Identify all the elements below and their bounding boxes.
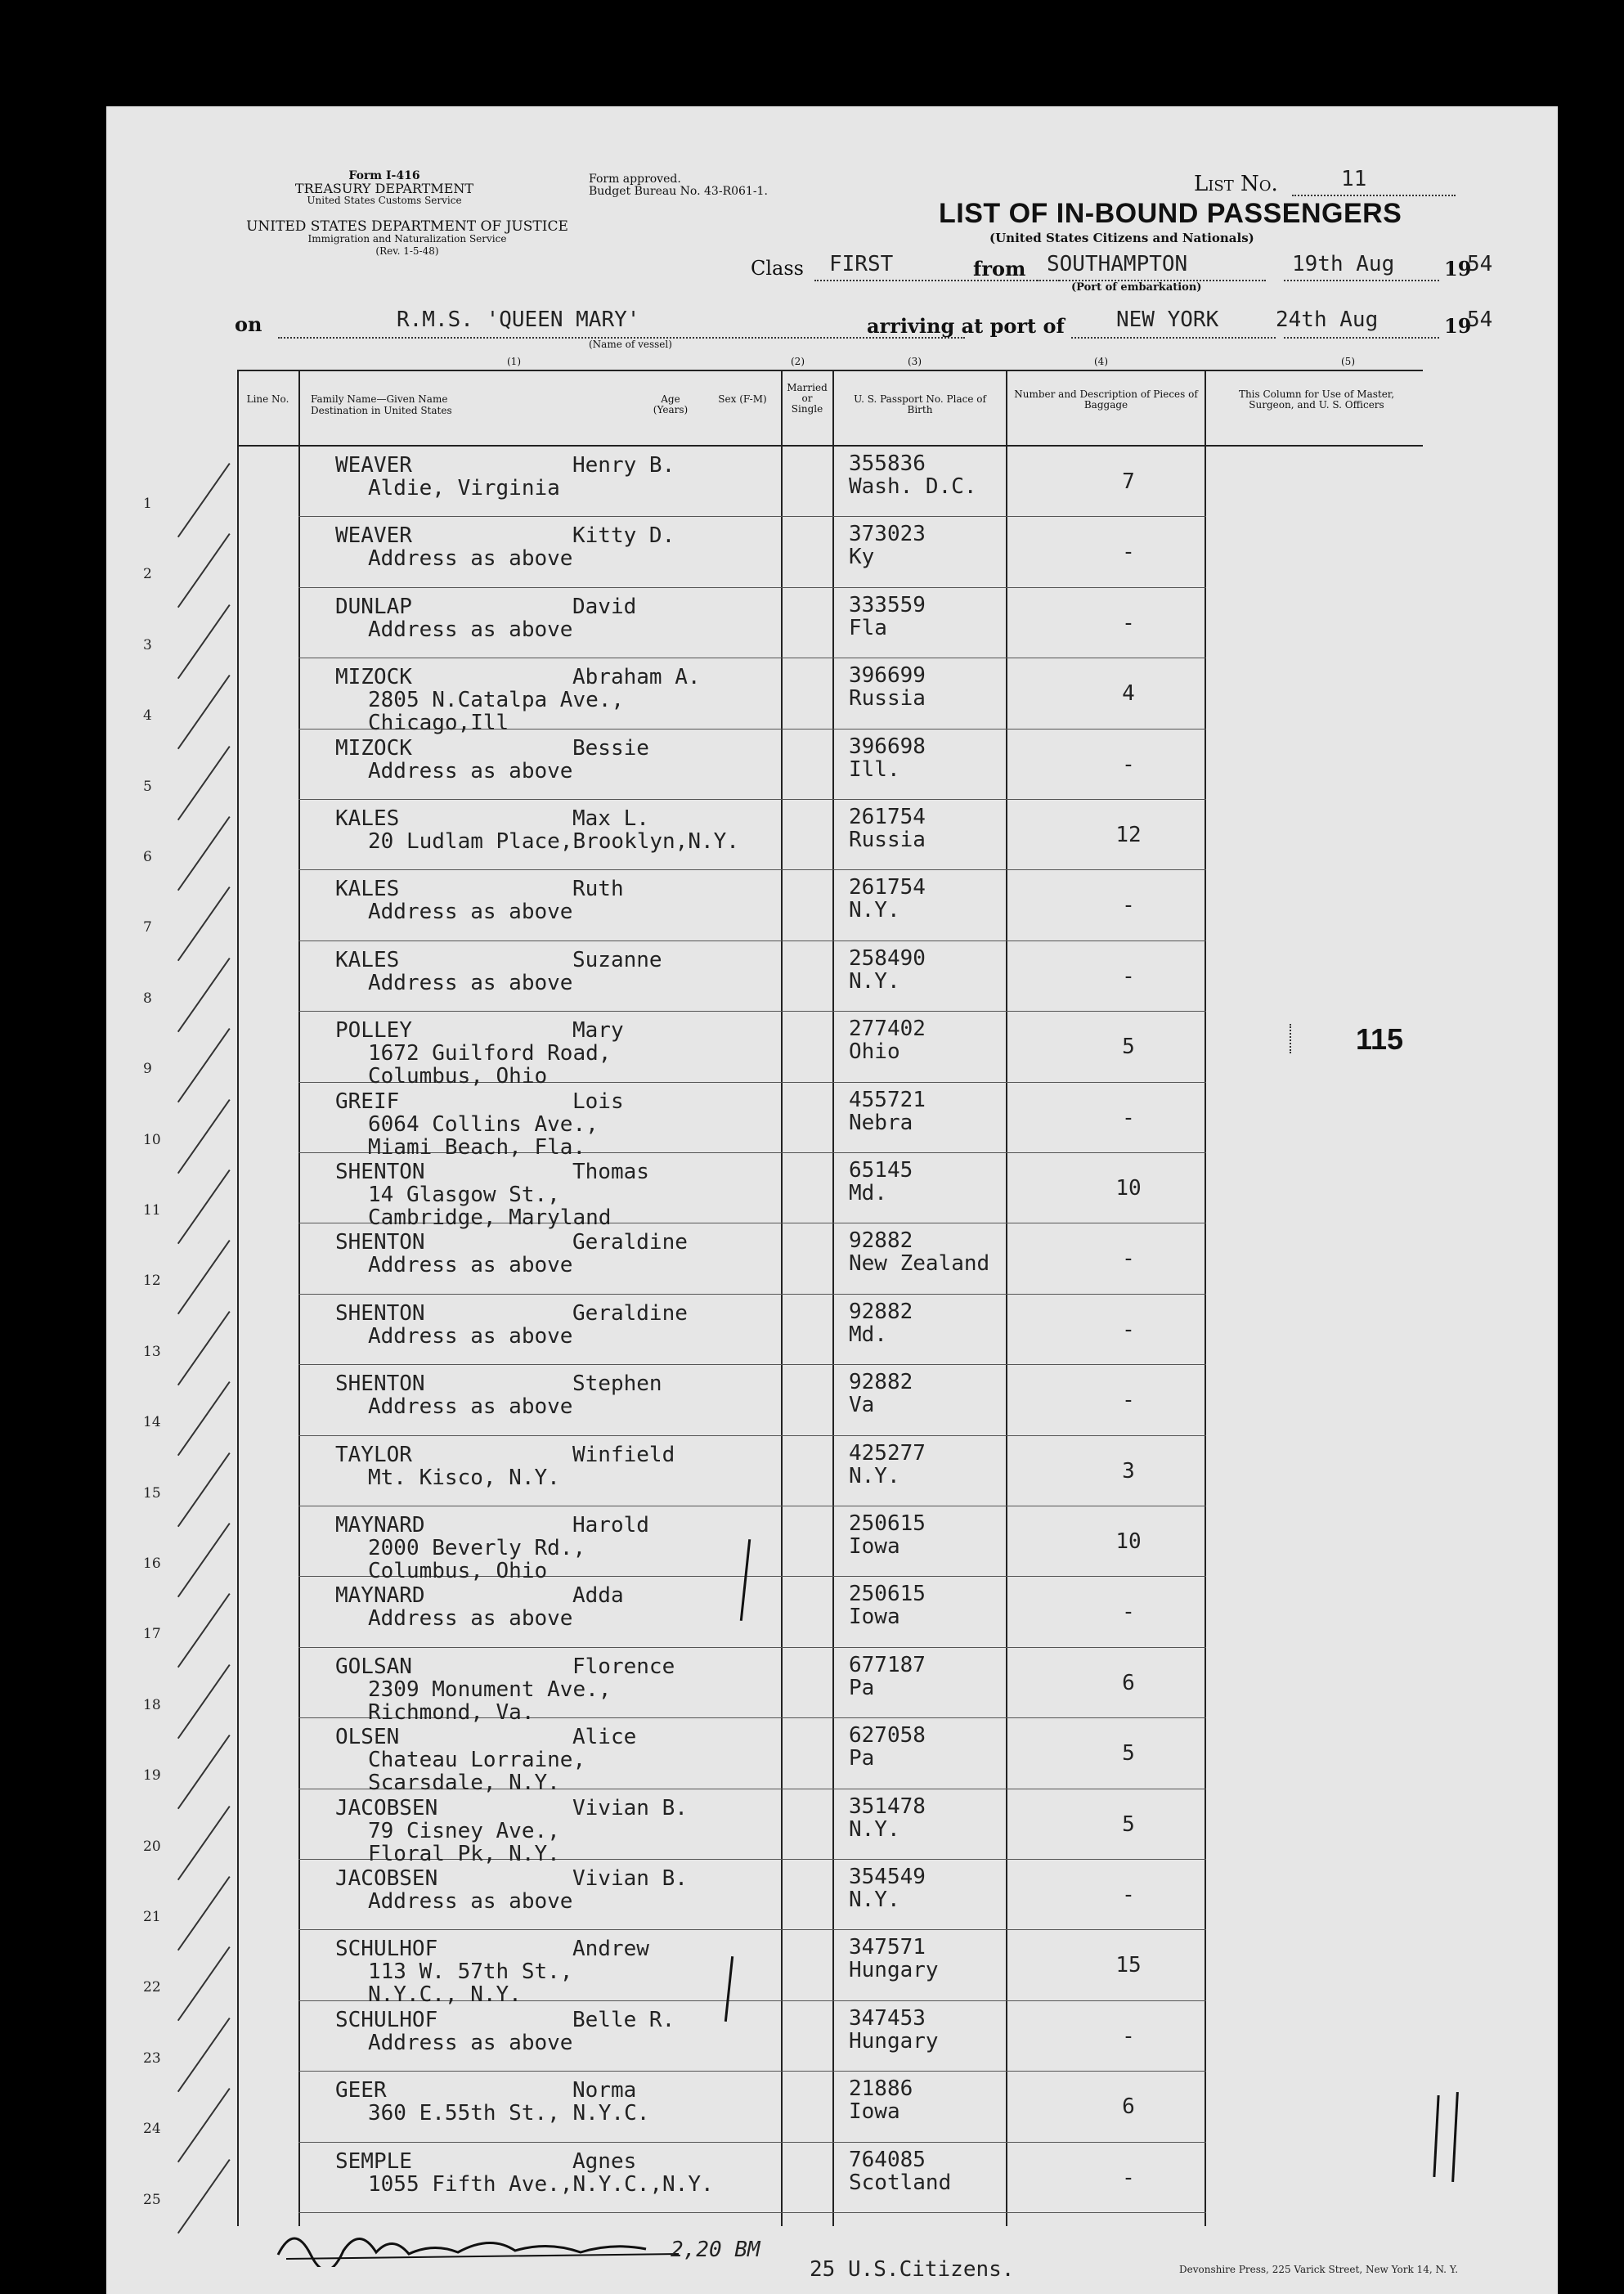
passport-number: 677187 — [849, 1652, 926, 1677]
departure-year-prefix: 19 — [1444, 257, 1472, 281]
given-name: Andrew — [572, 1937, 649, 1962]
budget-bureau: Budget Bureau No. 43-R061-1. — [589, 185, 768, 198]
vessel-note: (Name of vessel) — [589, 339, 672, 350]
destination-line-2: Cambridge, Maryland — [368, 1205, 612, 1230]
line-number: 18 — [143, 1696, 161, 1713]
destination-line-1: Address as above — [368, 900, 573, 925]
col-number: (1) — [507, 356, 521, 367]
place-of-birth: Fla — [849, 615, 887, 640]
destination-line-1: 20 Ludlam Place,Brooklyn,N.Y. — [368, 829, 739, 854]
line-number: 15 — [143, 1484, 161, 1502]
passport-number: 65145 — [849, 1158, 913, 1183]
line-number: 21 — [143, 1909, 161, 1925]
passport-number: 354549 — [849, 1865, 926, 1889]
line-number: 22 — [143, 1979, 161, 1996]
place-of-birth: Pa — [849, 1675, 875, 1700]
given-name: David — [572, 594, 637, 619]
col-header-officers: This Column for Use of Master, Surgeon, and U. S. Officers — [1238, 388, 1395, 411]
given-name: Max L. — [572, 806, 649, 831]
destination-line-1: Address as above — [368, 1253, 573, 1278]
baggage-count: 5 — [1122, 1811, 1135, 1837]
table-top-border — [237, 370, 1423, 371]
annotation-bracket — [1290, 1024, 1293, 1053]
destination-line-1: 1672 Guilford Road, — [368, 1041, 612, 1066]
table-row — [106, 2001, 1558, 2072]
table-row — [106, 941, 1558, 1012]
family-name: SHENTON — [335, 1230, 425, 1255]
place-of-birth: Scotland — [849, 2170, 952, 2195]
vessel-name: R.M.S. 'QUEEN MARY' — [397, 308, 640, 332]
table-row — [106, 1860, 1558, 1930]
given-name: Agnes — [572, 2148, 637, 2174]
class-value: FIRST — [829, 252, 894, 276]
given-name: Norma — [572, 2078, 637, 2103]
passport-number: 425277 — [849, 1440, 926, 1466]
manifest-page — [106, 106, 1558, 2294]
given-name: Kitty D. — [572, 523, 675, 549]
family-name: MAYNARD — [335, 1583, 425, 1609]
destination-line-1: Address as above — [368, 1323, 573, 1349]
passport-number: 627058 — [849, 1723, 926, 1749]
place-of-birth: Russia — [849, 828, 926, 852]
page-subtitle: (United States Citizens and Nationals) — [989, 231, 1254, 245]
page-title: LIST OF IN-BOUND PASSENGERS — [939, 198, 1402, 229]
place-of-birth: Ill. — [849, 756, 900, 782]
destination-line-1: Address as above — [368, 1889, 573, 1914]
destination-line-1: Address as above — [368, 546, 573, 572]
form-number: Form I-416 — [348, 169, 420, 182]
destination-line-2: Columbus, Ohio — [368, 1064, 548, 1089]
line-number: 2 — [143, 566, 152, 583]
place-of-birth: Iowa — [849, 2099, 900, 2125]
destination-line-1: 360 E.55th St., N.Y.C. — [368, 2101, 650, 2126]
table-row — [106, 1295, 1558, 1365]
line-number: 24 — [143, 2121, 161, 2138]
passport-number: 355836 — [849, 451, 926, 476]
from-label: from — [973, 257, 1026, 281]
form-approved: Form approved. — [589, 173, 681, 186]
baggage-count: - — [1122, 1600, 1135, 1625]
place-of-birth: N.Y. — [849, 968, 900, 994]
baggage-count: - — [1122, 610, 1135, 635]
table-row — [106, 1718, 1558, 1796]
line-number: 8 — [143, 990, 152, 1007]
place-of-birth: Va — [849, 1393, 875, 1418]
given-name: Vivian B. — [572, 1795, 688, 1820]
family-name: TAYLOR — [335, 1442, 412, 1467]
destination-line-1: Address as above — [368, 617, 573, 642]
place-of-birth: Hungary — [849, 2028, 939, 2054]
passport-number: 347453 — [849, 2005, 926, 2031]
line-number: 10 — [143, 1131, 161, 1148]
passport-number: 21886 — [849, 2076, 913, 2102]
passport-number: 92882 — [849, 1299, 913, 1324]
table-row — [106, 2072, 1558, 2142]
on-label: on — [235, 312, 262, 336]
arrival-port: NEW YORK — [1116, 308, 1219, 332]
table-row — [106, 588, 1558, 658]
given-name: Vivian B. — [572, 1866, 688, 1891]
table-row — [106, 1930, 1558, 2008]
destination-line-2: Chicago,Ill — [368, 711, 509, 736]
place-of-birth: Nebra — [849, 1110, 913, 1135]
given-name: Belle R. — [572, 2007, 675, 2032]
baggage-count: 10 — [1115, 1176, 1142, 1201]
immigration-service: Immigration and Naturalization Service — [307, 233, 507, 245]
table-row — [106, 1365, 1558, 1435]
place-of-birth: Iowa — [849, 1534, 900, 1559]
given-name: Lois — [572, 1089, 624, 1114]
place-of-birth: Ohio — [849, 1039, 900, 1065]
col-header-destination: Destination in United States — [311, 405, 452, 416]
destination-line-2: Miami Beach, Fla. — [368, 1134, 586, 1160]
passport-number: 250615 — [849, 1582, 926, 1607]
justice-block — [236, 218, 579, 258]
line-number: 5 — [143, 778, 152, 795]
printer-imprint: Devonshire Press, 225 Varick Street, New York 14, N. Y. — [1179, 2264, 1459, 2275]
line-number: 19 — [143, 1767, 161, 1784]
baggage-count: 7 — [1122, 469, 1135, 494]
table-row — [106, 447, 1558, 517]
baggage-count: 5 — [1122, 1741, 1135, 1767]
baggage-count: 5 — [1122, 1035, 1135, 1060]
family-name: WEAVER — [335, 523, 412, 549]
line-number: 4 — [143, 707, 152, 725]
col-header-line-no: Line No. — [246, 393, 289, 405]
place-of-birth: Md. — [849, 1181, 887, 1205]
passport-number: 764085 — [849, 2147, 926, 2172]
destination-line-1: 2000 Beverly Rd., — [368, 1536, 586, 1560]
given-name: Ruth — [572, 877, 624, 902]
total-citizens: 25 U.S.Citizens. — [810, 2257, 1015, 2282]
baggage-count: - — [1122, 2023, 1135, 2049]
departure-date: 19th Aug — [1292, 252, 1395, 276]
passport-number: 92882 — [849, 1370, 913, 1395]
baggage-count: - — [1122, 963, 1135, 989]
form-id-block — [237, 170, 532, 207]
family-name: DUNLAP — [335, 594, 412, 619]
baggage-count: 10 — [1115, 1529, 1142, 1554]
given-name: Bessie — [572, 735, 649, 761]
justice-dept: UNITED STATES DEPARTMENT OF JUSTICE — [246, 218, 568, 235]
col-header-age: Age (Years) — [653, 393, 689, 415]
given-name: Abraham A. — [572, 665, 701, 690]
family-name: SEMPLE — [335, 2148, 412, 2174]
col-header-married: Married or Single — [787, 382, 828, 415]
destination-line-1: 113 W. 57th St., — [368, 1960, 573, 1985]
family-name: KALES — [335, 877, 400, 902]
check-mark — [177, 2159, 231, 2233]
passport-number: 258490 — [849, 945, 926, 971]
place-of-birth: Pa — [849, 1746, 875, 1771]
col-header-baggage: Number and Description of Pieces of Baggage — [1014, 388, 1198, 411]
departure-year: 54 — [1467, 252, 1493, 276]
destination-line-1: 2805 N.Catalpa Ave., — [368, 688, 625, 713]
list-number-line — [1292, 195, 1456, 196]
col-header-passport: U. S. Passport No. Place of Birth — [854, 393, 986, 415]
family-name: SHENTON — [335, 1371, 425, 1397]
destination-line-1: 1055 Fifth Ave.,N.Y.C.,N.Y. — [368, 2171, 714, 2197]
given-name: Florence — [572, 1654, 675, 1679]
table-row — [106, 517, 1558, 587]
place-of-birth: N.Y. — [849, 898, 900, 923]
baggage-count: 3 — [1122, 1458, 1135, 1484]
col-number: (5) — [1341, 356, 1355, 367]
baggage-count: - — [1122, 1105, 1135, 1130]
list-number-value: 11 — [1341, 167, 1367, 191]
table-row — [106, 1083, 1558, 1160]
table-row — [106, 1506, 1558, 1583]
destination-line-1: Address as above — [368, 1606, 573, 1632]
passport-number: 333559 — [849, 592, 926, 617]
arrival-port-line — [1071, 337, 1276, 339]
treasury-dept: TREASURY DEPARTMENT — [294, 181, 474, 196]
line-number: 3 — [143, 636, 152, 653]
place-of-birth: N.Y. — [849, 1463, 900, 1488]
place-of-birth: Md. — [849, 1322, 887, 1347]
given-name: Adda — [572, 1583, 624, 1609]
passport-number: 455721 — [849, 1087, 926, 1112]
given-name: Geraldine — [572, 1300, 688, 1326]
destination-line-1: Aldie, Virginia — [368, 476, 560, 501]
destination-line-1: Address as above — [368, 758, 573, 783]
passport-number: 261754 — [849, 875, 926, 900]
baggage-count: 12 — [1115, 823, 1142, 847]
customs-service: United States Customs Service — [307, 195, 462, 206]
officer-annotation: 115 — [1356, 1022, 1404, 1056]
place-of-birth: Russia — [849, 686, 926, 712]
family-name: SHENTON — [335, 1300, 425, 1326]
col-header-family-name: Family Name—Given Name — [311, 393, 448, 405]
baggage-count: - — [1122, 1883, 1135, 1907]
family-name: OLSEN — [335, 1725, 400, 1750]
family-name: POLLEY — [335, 1018, 412, 1044]
table-row — [106, 658, 1558, 736]
passport-number: 373023 — [849, 522, 926, 547]
family-name: GREIF — [335, 1089, 400, 1114]
baggage-count: - — [1122, 1246, 1135, 1272]
line-number: 14 — [143, 1414, 161, 1431]
destination-line-1: Address as above — [368, 1394, 573, 1420]
table-row — [106, 1012, 1558, 1089]
line-number: 16 — [143, 1556, 161, 1572]
from-value: SOUTHAMPTON — [1047, 252, 1188, 276]
family-name: KALES — [335, 806, 400, 831]
passport-number: 396699 — [849, 663, 926, 689]
line-number: 25 — [143, 2191, 161, 2208]
baggage-count: - — [1122, 540, 1135, 565]
destination-line-2: Richmond, Va. — [368, 1699, 535, 1725]
table-row — [106, 1789, 1558, 1866]
family-name: SHENTON — [335, 1160, 425, 1184]
destination-line-2: Columbus, Ohio — [368, 1559, 548, 1583]
family-name: JACOBSEN — [335, 1795, 438, 1820]
place-of-birth: N.Y. — [849, 1888, 900, 1912]
line-number: 11 — [143, 1202, 161, 1219]
destination-line-1: 2309 Monument Ave., — [368, 1677, 612, 1702]
baggage-count: - — [1122, 1388, 1135, 1413]
passport-number: 277402 — [849, 1017, 926, 1042]
place-of-birth: Ky — [849, 545, 875, 570]
family-name: WEAVER — [335, 453, 412, 478]
form-revision: (Rev. 1-5-48) — [375, 245, 439, 257]
destination-line-1: Mt. Kisco, N.Y. — [368, 1465, 560, 1490]
table-row — [106, 1577, 1558, 1647]
place-of-birth: New Zealand — [849, 1251, 990, 1277]
given-name: Geraldine — [572, 1230, 688, 1255]
passport-number: 261754 — [849, 805, 926, 829]
line-number: 23 — [143, 2049, 161, 2067]
baggage-count: 6 — [1122, 1670, 1135, 1695]
place-of-birth: N.Y. — [849, 1816, 900, 1842]
place-of-birth: Wash. D.C. — [849, 474, 977, 499]
family-name: SCHULHOF — [335, 2007, 438, 2032]
arrival-date: 24th Aug — [1276, 308, 1379, 332]
list-number-label: List No. — [1194, 172, 1278, 196]
table-row — [106, 2143, 1558, 2213]
destination-line-2: Scarsdale, N.Y. — [368, 1771, 560, 1796]
table-row — [106, 870, 1558, 940]
line-number: 20 — [143, 1838, 161, 1855]
table-row — [106, 1153, 1558, 1230]
handwritten-signature — [270, 2218, 695, 2270]
line-number: 6 — [143, 849, 152, 865]
col-number: (4) — [1094, 356, 1108, 367]
destination-line-2: N.Y.C., N.Y. — [368, 1982, 522, 2008]
line-number: 13 — [143, 1343, 161, 1360]
col-number: (2) — [791, 356, 805, 367]
family-name: JACOBSEN — [335, 1866, 438, 1891]
family-name: GEER — [335, 2078, 387, 2103]
table-row — [106, 800, 1558, 870]
arrival-year-prefix: 19 — [1444, 314, 1472, 338]
row-divider — [298, 2212, 1206, 2213]
given-name: Winfield — [572, 1442, 675, 1467]
family-name: KALES — [335, 947, 400, 972]
arrival-year: 54 — [1467, 308, 1493, 332]
given-name: Stephen — [572, 1371, 662, 1397]
baggage-count: - — [1122, 1317, 1135, 1342]
table-row — [106, 1648, 1558, 1725]
line-number: 17 — [143, 1626, 161, 1643]
place-of-birth: Hungary — [849, 1958, 939, 1983]
given-name: Harold — [572, 1513, 649, 1538]
table-row — [106, 1223, 1558, 1294]
given-name: Mary — [572, 1018, 624, 1044]
port-embark-note: (Port of embarkation) — [1071, 281, 1202, 294]
table-row — [106, 1436, 1558, 1506]
family-name: SCHULHOF — [335, 1937, 438, 1962]
col-header-sex: Sex (F-M) — [718, 393, 767, 405]
place-of-birth: Iowa — [849, 1605, 900, 1630]
baggage-count: - — [1122, 893, 1135, 918]
family-name: MIZOCK — [335, 665, 412, 690]
line-number: 12 — [143, 1273, 161, 1290]
baggage-count: 4 — [1122, 681, 1135, 707]
destination-line-1: Address as above — [368, 970, 573, 995]
arr-date-line — [1284, 337, 1439, 339]
approval-block — [589, 173, 768, 198]
class-label: Class — [751, 257, 804, 280]
baggage-count: - — [1122, 752, 1135, 777]
arriving-label: arriving at port of — [867, 314, 1065, 338]
family-name: MIZOCK — [335, 735, 412, 761]
destination-line-2: Floral Pk, N.Y. — [368, 1841, 560, 1866]
passport-number: 92882 — [849, 1228, 913, 1254]
destination-line-1: 14 Glasgow St., — [368, 1183, 560, 1207]
given-name: Thomas — [572, 1160, 649, 1184]
given-name: Henry B. — [572, 453, 675, 478]
family-name: GOLSAN — [335, 1654, 412, 1679]
baggage-count: - — [1122, 2165, 1135, 2190]
destination-line-1: 79 Cisney Ave., — [368, 1818, 560, 1843]
line-number: 9 — [143, 1061, 152, 1078]
baggage-count: 15 — [1115, 1953, 1142, 1978]
destination-line-1: 6064 Collins Ave., — [368, 1111, 599, 1137]
passport-number: 347571 — [849, 1935, 926, 1960]
line-number: 1 — [143, 496, 152, 512]
passport-number: 250615 — [849, 1511, 926, 1536]
given-name: Alice — [572, 1725, 637, 1750]
given-name: Suzanne — [572, 947, 662, 972]
table-row — [106, 730, 1558, 800]
col-number: (3) — [908, 356, 922, 367]
passport-number: 351478 — [849, 1793, 926, 1819]
baggage-count: 6 — [1122, 2094, 1135, 2120]
destination-line-1: Chateau Lorraine, — [368, 1748, 586, 1773]
line-number: 7 — [143, 919, 152, 936]
destination-line-1: Address as above — [368, 2030, 573, 2055]
passport-number: 396698 — [849, 734, 926, 759]
dep-date-line — [1284, 280, 1439, 281]
handwritten-count: 2,20 BM — [671, 2238, 760, 2262]
family-name: MAYNARD — [335, 1513, 425, 1538]
